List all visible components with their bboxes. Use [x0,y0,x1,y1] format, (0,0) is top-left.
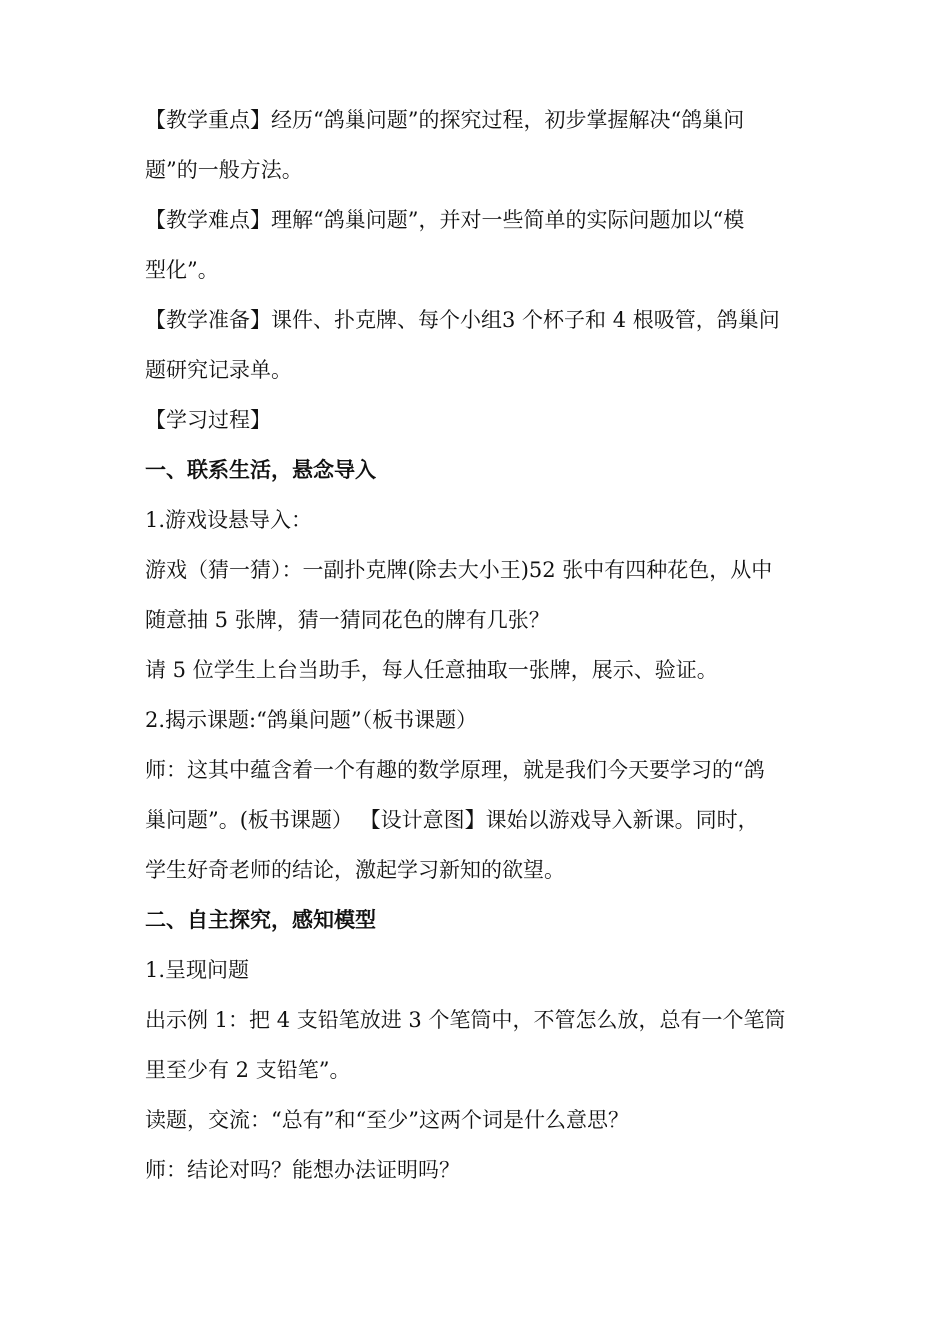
paragraph-key-points-line2: 题”的一般方法。 [145,158,303,182]
paragraph-preparation-line2: 题研究记录单。 [145,358,292,382]
paragraph-teacher-line3: 学生好奇老师的结论，激起学习新知的欲望。 [145,858,565,882]
paragraph-teacher-line1: 师：这其中蕴含着一个有趣的数学原理，就是我们今天要学习的“鸽 [145,758,765,782]
paragraph-read-discuss: 读题，交流：“总有”和“至少”这两个词是什么意思？ [145,1108,629,1132]
paragraph-example-line2: 里至少有 2 支铅笔”。 [145,1058,351,1082]
paragraph-preparation-line1: 【教学准备】课件、扑克牌、每个小组3 个杯子和 4 根吸管，鸽巢问 [145,308,780,332]
section-heading-1: 一、联系生活，悬念导入 [145,458,376,482]
paragraph-difficulty-line1: 【教学难点】理解“鸽巢问题”，并对一些简单的实际问题加以“模 [145,208,745,232]
subheading-present-problem: 1.呈现问题 [145,958,250,982]
paragraph-teacher-line2: 巢问题”。(板书课题） 【设计意图】课始以游戏导入新课。同时， [145,808,759,832]
subheading-reveal-topic: 2.揭示课题:“鸽巢问题”（板书课题） [145,708,478,732]
subheading-game-intro: 1.游戏设悬导入： [145,508,313,532]
paragraph-game-line2: 随意抽 5 张牌，猜一猜同花色的牌有几张？ [145,608,550,632]
paragraph-key-points-line1: 【教学重点】经历“鸽巢问题”的探究过程，初步掌握解决“鸽巢问 [145,108,745,132]
learning-process-label: 【学习过程】 [145,408,271,432]
paragraph-students-help: 请 5 位学生上台当助手，每人任意抽取一张牌，展示、验证。 [145,658,718,682]
paragraph-teacher-question: 师：结论对吗？能想办法证明吗？ [145,1158,460,1182]
paragraph-difficulty-line2: 型化”。 [145,258,219,282]
section-heading-2: 二、自主探究，感知模型 [145,908,376,932]
paragraph-example-line1: 出示例 1：把 4 支铅笔放进 3 个笔筒中，不管怎么放，总有一个笔筒 [145,1008,786,1032]
paragraph-game-line1: 游戏（猜一猜）：一副扑克牌(除去大小王)52 张中有四种花色，从中 [145,558,773,582]
